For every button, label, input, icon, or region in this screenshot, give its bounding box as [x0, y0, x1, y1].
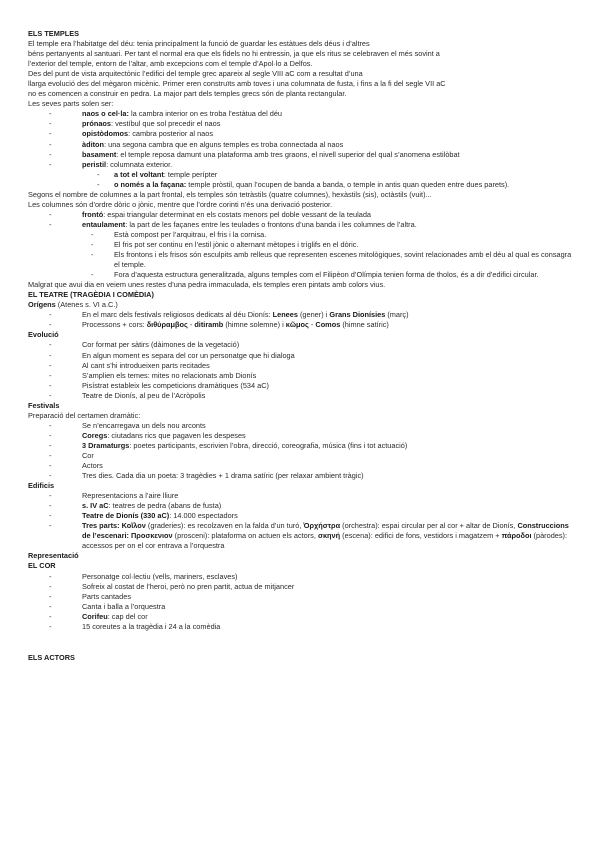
term: διθύραμβος	[146, 320, 188, 330]
list-item: - En algun moment es separa del cor un personatge que hi dialoga	[28, 351, 572, 361]
list-item: - Fora d’aquesta estructura generalitzada, alguns temples com el Filipèon d’Olímpia tenien forma de tholos, és a dir d’edifici circular.	[82, 270, 572, 280]
list-item: - 15 coreutes a la tragèdia i 24 a la comèdia	[28, 622, 572, 632]
definition: temple pròstil, quan l’ocupen de banda a banda, o temple in antis quan queden entre dues parets).	[186, 179, 510, 189]
definition: la cambra interior on es troba l’estàtua del déu	[128, 109, 283, 119]
section-title-temples: ELS TEMPLES	[28, 29, 80, 38]
list-item	[28, 441, 572, 451]
text: En el marc dels festivals religiosos dedicats al déu Dionís:	[82, 310, 273, 320]
list-item: - Canta i balla a l’orquestra	[28, 602, 572, 612]
temple-parts-list	[28, 109, 572, 189]
definition: : cap del cor	[107, 611, 148, 621]
list-item: - Al cant s’hi introdueixen parts recitades	[28, 361, 572, 371]
evolucio-list	[28, 340, 572, 400]
text: (graderies): es recolzaven en la falda d’un turó,	[145, 521, 304, 531]
peristil-sublist	[82, 170, 572, 190]
term: Teatre de Dionís (330 aC)	[82, 511, 170, 521]
definition: : teatres de pedra (abans de fusta)	[108, 501, 222, 511]
temples-intro-line-5: llarga evolució des del mègaron micènic. Primer eren construïts amb toves i una columnata de fusta, i fins a la fi del segle VII aC	[28, 79, 446, 89]
term: opistòdomos	[82, 129, 129, 139]
facade-list	[28, 210, 572, 280]
origens-heading-line	[28, 300, 572, 310]
definition: : espai triangular determinat en els costats menors pel doble vessant de la teulada	[103, 209, 372, 219]
term: Corifeu	[82, 611, 108, 621]
edificis-heading: Edificis	[28, 481, 55, 491]
evolucio-heading: Evolució	[28, 330, 59, 340]
list-item: - Personatge col·lectiu (vells, mariners, esclaves)	[28, 572, 572, 582]
definition: : poetes participants, escrivien l’obra, direcció, coreografia, música (fins i tot actuació)	[129, 440, 408, 450]
section-title-teatre: EL TEATRE (TRAGÈDIA I COMÈDIA)	[28, 290, 154, 300]
term: πάροδοι	[501, 531, 532, 541]
list-item	[28, 210, 572, 220]
note: (Atenes s. VI a.C.)	[55, 300, 118, 310]
term: 3 Dramaturgs	[82, 440, 130, 450]
cor-heading: EL COR	[28, 561, 56, 571]
list-item: - El fris pot ser continu en l’estil jònic o alternant mètopes i tríglifs en el dòric.	[82, 240, 572, 250]
term: κῶμος	[285, 320, 309, 330]
text: (escena): edifici de fons, vestidors i magatzem +	[340, 531, 502, 541]
term: σκηνή	[317, 531, 341, 541]
term: naos o cel·la:	[82, 109, 129, 119]
list-item: - Els frontons i els frisos són esculpits amb relleus que representen escenes mitològiques, sovint relacionades amb el déu al qual es consagra el temple.	[82, 250, 572, 270]
list-item	[28, 310, 572, 320]
text: -	[308, 320, 316, 330]
list-item	[82, 180, 572, 190]
list-item	[28, 431, 572, 441]
text: (prosceni): plataforma on actuen els actors,	[172, 531, 318, 541]
list-item: - Està compost per l’arquitrau, el fris i la cornisa.	[82, 230, 572, 240]
list-item	[28, 160, 572, 190]
actors-heading: ELS ACTORS	[28, 652, 75, 662]
columns-line-1: Segons el nombre de columnes a la part frontal, els temples són tetràstils (quatre columnes), hexàstils (sis), octàstils (vuit)...	[28, 189, 432, 199]
festivals-list	[28, 421, 572, 481]
heading: Orígens	[28, 300, 56, 310]
representacio-heading: Representació	[28, 551, 79, 561]
list-item	[82, 170, 572, 180]
term: Tres parts: Κοῖλον	[82, 521, 146, 531]
term: àditon	[82, 139, 105, 149]
term: entaulament	[82, 219, 126, 229]
list-item: - Tres dies. Cada dia un poeta: 3 tragèdies + 1 drama satíric (per relaxar ambient tràgic)	[28, 471, 572, 481]
term: s. IV aC	[82, 501, 109, 511]
term: Construccions de l’escenari: Προσκενιον	[82, 521, 569, 541]
term: frontó	[82, 209, 104, 219]
list-item	[28, 109, 572, 119]
list-item	[28, 220, 572, 280]
festivals-heading: Festivals	[28, 400, 60, 410]
text: -	[187, 320, 195, 330]
term: Comos	[315, 320, 341, 330]
list-item	[28, 612, 572, 622]
spacer	[28, 632, 572, 653]
temples-parts-intro: Les seves parts solen ser:	[28, 99, 114, 109]
edificis-list	[28, 491, 572, 551]
text: (gener) i	[297, 310, 330, 320]
temples-intro-line-1: El temple era l’habitatge del déu: tenia principalment la funció de guardar les estàtues dels déus i d’altres	[28, 39, 370, 49]
columns-line-2: Les columnes són d’ordre dòric o jònic, mentre que l’ordre corinti n’és una derivació posterior.	[28, 199, 333, 209]
definition: : cambra posterior al naos	[128, 129, 214, 139]
definition: : columnata exterior.	[106, 159, 173, 169]
text: (pàrodes): accessos per on el cor entrava a l’orquestra	[82, 531, 568, 551]
temples-intro-line-6: no es comencen a construir en pedra. La major part dels temples grecs són de planta rectangular.	[28, 89, 347, 99]
term: Lenees	[272, 310, 298, 320]
list-item	[28, 521, 572, 551]
list-item: - Actors	[28, 461, 572, 471]
entaulament-sublist	[82, 230, 572, 280]
definition: : el temple reposa damunt una plataforma amb tres graons, el nivell superior del qual s’anomena estilòbat	[116, 149, 460, 159]
term: o només a la façana:	[114, 179, 187, 189]
list-item	[28, 320, 572, 330]
term: peristil	[82, 159, 107, 169]
temples-closing: Malgrat que avui dia en veiem unes restes d’una pedra immaculada, els temples eren pintats amb colors vius.	[28, 280, 386, 290]
text: Processons + cors:	[82, 320, 147, 330]
text: (orchestra): espai circular per al cor + altar de Dionís,	[340, 521, 518, 531]
temples-intro-line-3: l’exterior del temple, entorn de l’altar, amb excepcions com el temple d’Apol·lo a Delfos.	[28, 59, 313, 69]
list-item: - Sofreix al costat de l’heroi, però no pren partit, actua de mitjancer	[28, 582, 572, 592]
term: ditiramb	[194, 320, 224, 330]
text: (himne solemne) i	[223, 320, 286, 330]
list-item: - Cor	[28, 451, 572, 461]
term: basament	[82, 149, 117, 159]
list-item: - S’amplien els temes: mites no relacionats amb Dionís	[28, 371, 572, 381]
list-item	[28, 511, 572, 521]
cor-list	[28, 572, 572, 632]
festivals-intro: Preparació del certamen dramàtic:	[28, 410, 141, 420]
list-item	[28, 150, 572, 160]
text: (himne satíric)	[340, 320, 389, 330]
definition: : una segona cambra que en alguns temples es troba connectada al naos	[104, 139, 344, 149]
term: prónaos	[82, 119, 111, 129]
list-item: - Se n’encarregava un dels nou arconts	[28, 421, 572, 431]
temples-intro-line-4: Des del punt de vista arquitectònic l’edifici del temple grec apareix al segle VIII aC com a resultat d’una	[28, 69, 363, 79]
list-item: - Pisístrat estableix les competicions dramàtiques (534 aC)	[28, 381, 572, 391]
term: a tot el voltant	[114, 169, 164, 179]
list-item: - Parts cantades	[28, 592, 572, 602]
temples-intro-line-2: béns pertanyents al santuari. Per tant el normal era que els fidels no hi entressin, ja que els ritus se celebraven el més sovint a	[28, 49, 440, 59]
definition: : la part de les façanes entre les teulades o frontons d’una banda i les columnes de l’altra.	[125, 219, 417, 229]
term: Grans Dionísies	[329, 310, 386, 320]
term: Coregs	[82, 430, 108, 440]
term: Ὀρχήστρα	[303, 521, 341, 531]
definition: : temple perípter	[163, 169, 218, 179]
list-item: - Representacions a l’aire lliure	[28, 491, 572, 501]
list-item	[28, 129, 572, 139]
text: (març)	[385, 310, 409, 320]
list-item	[28, 501, 572, 511]
definition: : vestíbul que sol precedir el naos	[110, 119, 221, 129]
origens-list	[28, 310, 572, 330]
list-item	[28, 119, 572, 129]
list-item	[28, 140, 572, 150]
definition: : 14.000 espectadors	[169, 511, 238, 521]
list-item: - Teatre de Dionís, al peu de l’Acròpolis	[28, 391, 572, 401]
definition: : ciutadans rics que pagaven les despeses	[107, 430, 246, 440]
list-item: - Cor format per sàtirs (dàimones de la vegetació)	[28, 340, 572, 350]
